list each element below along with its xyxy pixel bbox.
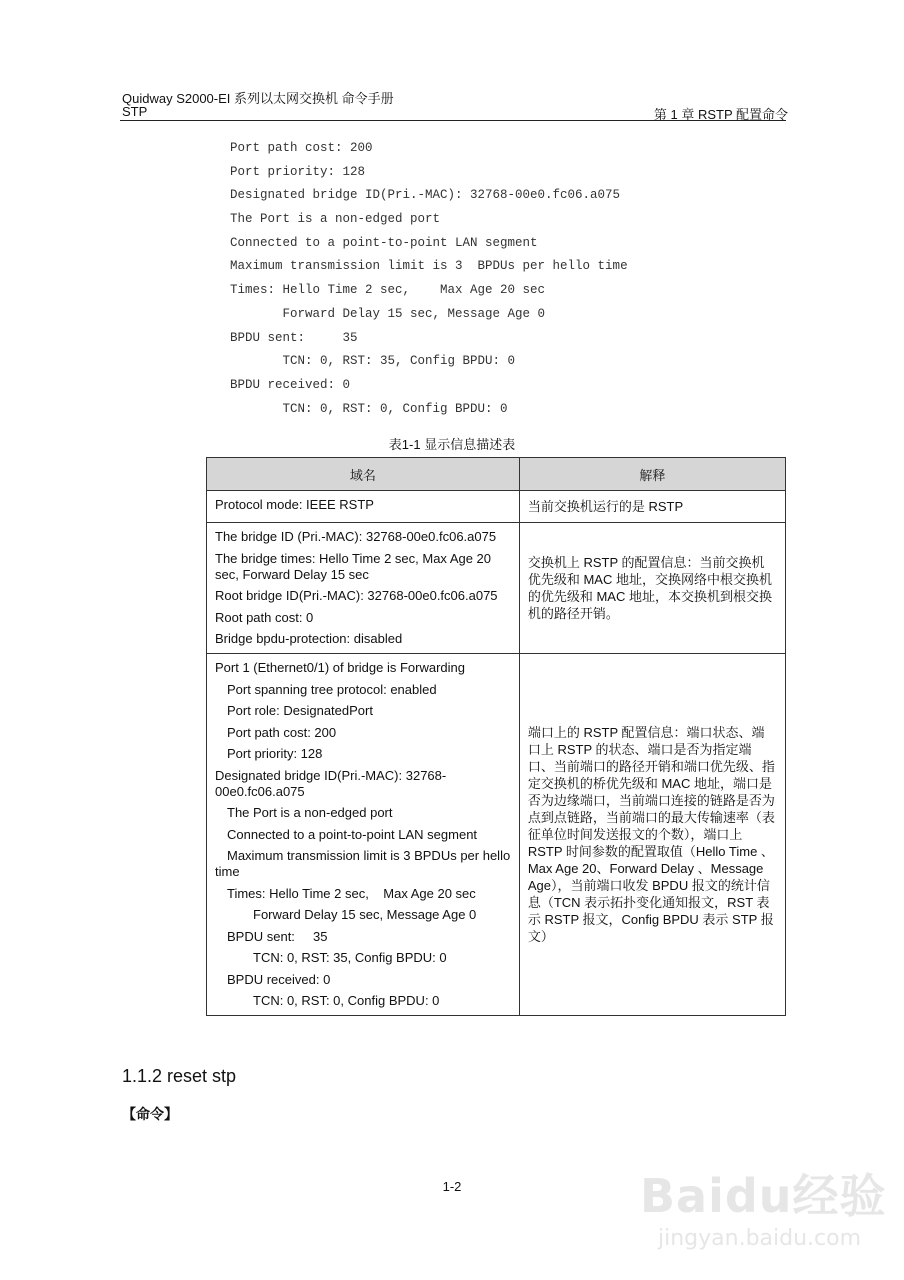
header-rule (120, 120, 786, 121)
code-line: Maximum transmission limit is 3 BPDUs per hello time (230, 259, 628, 274)
field-cell (207, 654, 520, 1016)
table-row (207, 654, 786, 1016)
table-row (207, 523, 786, 654)
field-line: Times: Hello Time 2 sec, Max Age 20 sec (227, 885, 476, 901)
field-cell (207, 523, 520, 654)
table-caption: 表1-1 显示信息描述表 (388, 437, 516, 452)
table-row (207, 491, 786, 523)
code-line: Port path cost: 200 (230, 141, 373, 155)
code-line: BPDU sent: 35 (230, 330, 358, 345)
field-cell: Protocol mode: IEEE RSTP (207, 491, 520, 523)
field-line: BPDU received: 0 (227, 971, 331, 987)
field-line: The bridge times: Hello Time 2 sec, Max Age 20 sec, Forward Delay 15 sec (215, 550, 492, 582)
code-line: Times: Hello Time 2 sec, Max Age 20 sec (230, 283, 546, 298)
code-line: Designated bridge ID(Pri.-MAC): 32768-00e0.fc06.a075 (230, 188, 621, 203)
field-line: The Port is a non-edged port (227, 805, 393, 820)
field-line: TCN: 0, RST: 35, Config BPDU: 0 (253, 950, 447, 965)
code-line: Forward Delay 15 sec, Message Age 0 (230, 306, 546, 321)
field-line: Port 1 (Ethernet0/1) of bridge is Forwarding (215, 660, 466, 675)
code-line: TCN: 0, RST: 0, Config BPDU: 0 (230, 401, 508, 416)
field-line: Port path cost: 200 (227, 724, 337, 740)
field-line: Maximum transmission limit is 3 BPDUs per hello time (215, 848, 511, 879)
field-line: Root bridge ID(Pri.-MAC): 32768-00e0.fc06.a075 (215, 588, 498, 603)
field-line: Port spanning tree protocol: enabled (227, 681, 437, 697)
code-line: Port priority: 128 (230, 164, 366, 179)
code-line: Connected to a point-to-point LAN segment (230, 235, 538, 250)
field-line: Forward Delay 15 sec, Message Age 0 (253, 907, 477, 922)
field-line: TCN: 0, RST: 0, Config BPDU: 0 (253, 993, 440, 1008)
header-chapter: 第 1 章 RSTP 配置命令 (653, 107, 788, 122)
code-line: The Port is a non-edged port (230, 212, 441, 227)
column-header-field: 域名 (207, 458, 520, 491)
field-line: Designated bridge ID(Pri.-MAC): 32768-00e0.fc06.a075 (215, 767, 447, 799)
field-line: Connected to a point-to-point LAN segment (227, 826, 478, 842)
section-title: 1.1.2 reset stp (122, 1066, 237, 1086)
field-line: Root path cost: 0 (215, 609, 314, 625)
code-line: BPDU received: 0 (230, 377, 351, 392)
field-line: Bridge bpdu-protection: disabled (215, 631, 403, 646)
header-subtitle: STP (122, 104, 148, 119)
field-line: Port role: DesignatedPort (227, 703, 373, 718)
description-cell: 端口上的 RSTP 配置信息：端口状态、端口上 RSTP 的状态、端口是否为指定端口、当前端口的路径开销和端口优先级、指定交换机的桥优先级和 MAC 地址，端口是否为边缘端口，当前端口连接的链路是否为点到点链路，当前端口的最大传输速率（表征单位时间发送报文的个数），端口上 RSTP 时间参数的配置取值（Hello Time 、Max Age 20、Forward Delay 、Message Age），当前端口收发 BPDU 报文的统计信息（TCN 表示拓扑变化通知报文，RST 表示 RSTP 报文，Config BPDU 表示 STP 报文） (519, 654, 785, 1016)
description-cell: 交换机上 RSTP 的配置信息：当前交换机优先级和 MAC 地址，交换网络中根交换机的优先级和 MAC 地址，本交换机到根交换机的路径开销。 (519, 523, 785, 654)
column-header-description: 解释 (519, 458, 785, 491)
code-block (230, 140, 628, 424)
command-label: 【命令】 (122, 1106, 178, 1122)
description-table (206, 457, 786, 1016)
page-number: 1-2 (442, 1179, 462, 1194)
description-cell: 当前交换机运行的是 RSTP (519, 491, 785, 523)
baidu-watermark (640, 1150, 887, 1260)
table-header-row (207, 458, 786, 491)
header-title: Quidway S2000-EI 系列以太网交换机 命令手册 (122, 91, 394, 106)
code-line: TCN: 0, RST: 35, Config BPDU: 0 (230, 354, 516, 369)
field-line: BPDU sent: 35 (227, 928, 328, 944)
field-line: The bridge ID (Pri.-MAC): 32768-00e0.fc06.a075 (215, 529, 497, 544)
watermark-url: jingyan.baidu.com (658, 1226, 862, 1251)
field-line: Port priority: 128 (227, 746, 323, 761)
watermark-logo: Baidu经验 (640, 1169, 887, 1223)
